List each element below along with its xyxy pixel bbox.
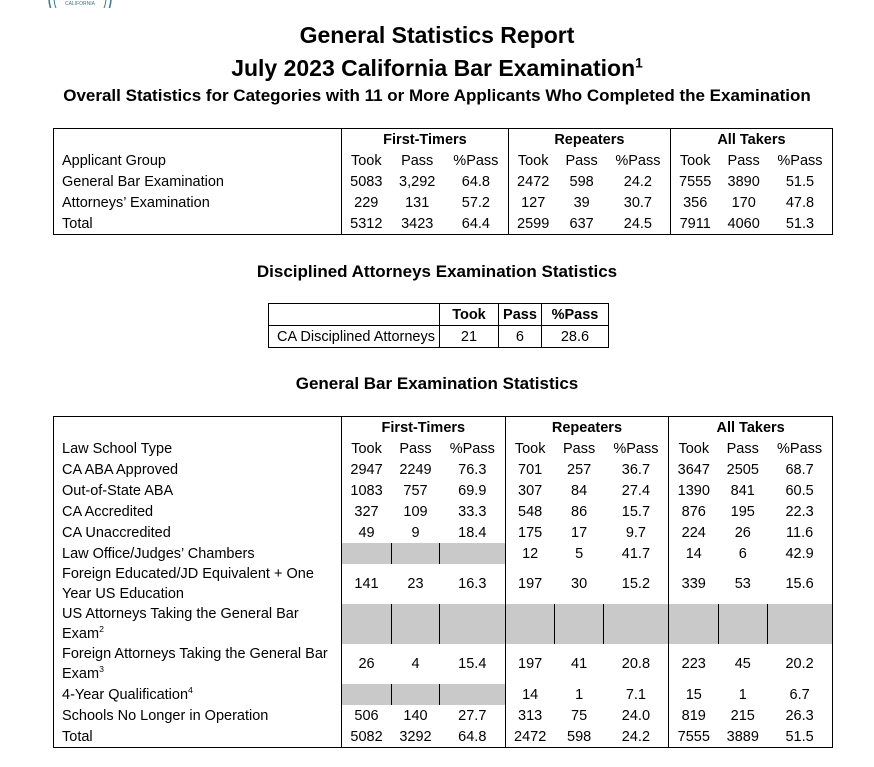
row-label: Schools No Longer in Operation — [62, 707, 269, 724]
table-cell: 12 — [505, 543, 555, 564]
table-cell: 22.3 — [785, 503, 814, 520]
table-cell: 1083 — [342, 480, 392, 501]
table-cell: 215 — [730, 707, 755, 724]
table-cell: 598 — [567, 728, 592, 745]
column-header: Pass — [399, 440, 432, 457]
table-row — [54, 192, 833, 213]
table-row — [54, 171, 833, 192]
group-repeaters: Repeaters — [505, 417, 669, 439]
column-header: Took — [670, 150, 719, 171]
table-cell: 39 — [573, 194, 590, 211]
row-label: 4-Year Qualification$^4$ — [62, 684, 193, 703]
table-cell: 229 — [342, 192, 391, 213]
table-cell — [342, 543, 392, 564]
table-cell: 11.6 — [786, 524, 814, 541]
column-header: %Pass — [777, 440, 823, 457]
report-subtitle: July 2023 California Bar Examination$^1$ — [231, 55, 643, 81]
table-cell — [391, 543, 440, 564]
table-cell: 548 — [505, 501, 555, 522]
table-cell — [440, 543, 505, 564]
table-cell: 26 — [734, 524, 751, 541]
table-cell: 224 — [669, 522, 719, 543]
table-cell: 5312 — [342, 213, 391, 235]
footnote-marker: 4 — [188, 684, 193, 695]
table-cell: 9 — [411, 524, 420, 541]
table-cell: 3647 — [669, 459, 719, 480]
table-cell: 51.5 — [785, 728, 814, 745]
table-cell: 15 — [669, 684, 719, 705]
table-cell: 5082 — [342, 726, 392, 748]
table-cell: 6 — [738, 545, 747, 562]
row-label: Attorneys’ Examination — [62, 194, 210, 211]
table-cell: 3,292 — [399, 173, 436, 190]
footnote-marker: 1 — [635, 55, 643, 71]
table-cell: 64.4 — [461, 215, 490, 232]
table-cell: 60.5 — [785, 482, 814, 499]
table-cell: 36.7 — [621, 461, 651, 478]
table-cell: 3292 — [399, 728, 432, 745]
table-cell: 15.4 — [458, 656, 487, 672]
row-label: Foreign Educated/JD Equivalent + One Year US Education — [62, 566, 314, 602]
table-cell: 23 — [407, 576, 424, 592]
table-cell: 51.5 — [785, 173, 815, 190]
column-header: Pass — [563, 440, 596, 457]
table-row — [54, 564, 833, 604]
table-cell: 57.2 — [461, 194, 490, 211]
column-header: %Pass — [615, 152, 661, 169]
table-cell: 64.8 — [461, 173, 490, 190]
group-header-row — [54, 417, 833, 439]
table-cell: 7555 — [669, 726, 719, 748]
table-cell: 257 — [567, 461, 592, 478]
column-header: Took — [505, 438, 555, 459]
table-cell: 5083 — [342, 171, 391, 192]
table-cell: 42.9 — [785, 545, 814, 562]
row-label: CA Accredited — [62, 503, 154, 520]
report-description: Overall Statistics for Categories with 11 or More Applicants Who Completed the Examination — [63, 86, 811, 105]
table-row — [54, 644, 833, 684]
column-header: %Pass — [453, 152, 499, 169]
row-header: Applicant Group — [62, 152, 166, 169]
row-label: Law Office/Judges’ Chambers — [62, 545, 255, 562]
table-cell: 24.0 — [621, 707, 651, 724]
table-cell: 175 — [505, 522, 555, 543]
column-header-row — [54, 438, 833, 459]
column-header: Took — [669, 438, 719, 459]
table-cell: 26.3 — [785, 707, 814, 724]
table-cell: 68.7 — [785, 461, 814, 478]
state-bar-seal — [44, 0, 116, 8]
table-cell: 757 — [403, 482, 428, 499]
table-cell: 307 — [505, 480, 555, 501]
table-cell: 2472 — [508, 171, 557, 192]
column-header: Pass — [727, 152, 760, 169]
table-cell — [342, 604, 392, 644]
table-cell: 109 — [403, 503, 428, 520]
table-cell: 6.7 — [789, 686, 810, 703]
table-cell: 3890 — [727, 173, 760, 190]
group-first-timers: First-Timers — [342, 129, 509, 151]
table-cell: 701 — [505, 459, 555, 480]
table-cell: 15.6 — [785, 576, 814, 592]
table-cell: 24.5 — [623, 215, 652, 232]
table-cell: 47.8 — [785, 194, 815, 211]
table-cell: 15.2 — [621, 576, 651, 592]
column-header: Pass — [565, 152, 598, 169]
table-cell: 170 — [731, 194, 756, 211]
table-row — [54, 705, 833, 726]
table-cell: 3889 — [726, 728, 759, 745]
row-label: Total — [62, 728, 93, 745]
footnote-marker: 2 — [99, 624, 104, 635]
table-cell: 2599 — [508, 213, 557, 235]
column-header: Took — [508, 150, 557, 171]
table-row — [54, 480, 833, 501]
table-cell: 17 — [571, 524, 588, 541]
table-cell: 84 — [571, 482, 588, 499]
table-cell — [440, 604, 505, 644]
column-header: %Pass — [449, 440, 495, 457]
table-cell: 4060 — [727, 215, 760, 232]
table-row — [54, 459, 833, 480]
table-cell: 195 — [730, 503, 755, 520]
row-label: Foreign Attorneys Taking the General Bar Exam$^3$ — [62, 646, 328, 682]
table-cell: 18.4 — [458, 524, 487, 541]
table-row — [54, 726, 833, 748]
table-cell: 313 — [505, 705, 555, 726]
table-cell: 41.7 — [621, 545, 651, 562]
column-header: %Pass — [613, 440, 659, 457]
table-cell: 30.7 — [623, 194, 652, 211]
table-cell: 53 — [734, 576, 751, 592]
table-cell: 14 — [505, 684, 555, 705]
table-cell: 141 — [342, 564, 392, 604]
column-header: Pass — [726, 440, 759, 457]
row-label: CA ABA Approved — [62, 461, 179, 478]
table-cell: 51.3 — [785, 215, 815, 232]
table-cell: 7.1 — [625, 686, 646, 703]
table-cell: 30 — [571, 576, 588, 592]
seal-text: CALIFORNIA — [64, 1, 96, 7]
group-repeaters: Repeaters — [508, 129, 670, 151]
column-header: Took — [342, 438, 392, 459]
table-cell — [669, 604, 719, 644]
table-row — [54, 684, 833, 705]
table-cell: 16.3 — [458, 576, 487, 592]
column-header-row — [54, 150, 833, 171]
row-label: Total — [62, 215, 93, 232]
schools-title: General Bar Examination Statistics — [295, 374, 579, 393]
table-cell — [391, 604, 440, 644]
table-cell: 327 — [342, 501, 392, 522]
table-cell — [767, 604, 832, 644]
table-row — [54, 501, 833, 522]
table-cell: 76.3 — [458, 461, 487, 478]
table-cell — [391, 684, 440, 705]
row-header: Law School Type — [62, 440, 173, 457]
group-all-takers: All Takers — [670, 129, 832, 151]
row-label: General Bar Examination — [62, 173, 224, 190]
table-cell: 27.4 — [621, 482, 651, 499]
table-cell: 7555 — [670, 171, 719, 192]
table-cell — [342, 684, 392, 705]
table-cell: 1 — [738, 686, 747, 703]
table-cell: 2249 — [399, 461, 432, 478]
table-cell: 33.3 — [458, 503, 487, 520]
table-cell: 5 — [575, 545, 584, 562]
table-cell: 20.8 — [621, 656, 651, 672]
table-cell — [718, 604, 767, 644]
group-first-timers: First-Timers — [342, 417, 506, 439]
column-header: Pass — [401, 152, 434, 169]
table-cell: 127 — [508, 192, 557, 213]
table-cell: 14 — [669, 543, 719, 564]
table-cell: 197 — [505, 644, 555, 684]
table-cell: 819 — [669, 705, 719, 726]
table-cell: 27.7 — [458, 707, 487, 724]
report-title: General Statistics Report — [299, 22, 575, 48]
table-cell: 356 — [670, 192, 719, 213]
table-cell: 26 — [342, 644, 392, 684]
table-cell — [555, 604, 604, 644]
table-cell: 598 — [569, 173, 594, 190]
disciplined-statistics-table — [268, 303, 609, 348]
table-cell: 2472 — [505, 726, 555, 748]
table-cell: 841 — [730, 482, 755, 499]
table-cell: 69.9 — [458, 482, 487, 499]
column-header-row: Took Pass %Pass — [269, 304, 609, 326]
table-cell: 4 — [411, 656, 420, 672]
group-all-takers: All Takers — [669, 417, 833, 439]
table-cell — [604, 604, 669, 644]
table-cell: 131 — [405, 194, 430, 211]
table-cell: 24.2 — [623, 173, 652, 190]
table-cell: 49 — [342, 522, 392, 543]
column-header: Took — [342, 150, 391, 171]
table-cell: 3423 — [401, 215, 434, 232]
table-cell: 197 — [505, 564, 555, 604]
table-cell: 1390 — [669, 480, 719, 501]
row-label: Out-of-State ABA — [62, 482, 174, 499]
table-cell: 2505 — [726, 461, 759, 478]
table-row — [54, 604, 833, 644]
table-cell: 223 — [669, 644, 719, 684]
table-cell: 140 — [403, 707, 428, 724]
table-cell: 64.8 — [458, 728, 487, 745]
table-cell: 876 — [669, 501, 719, 522]
table-cell — [505, 604, 555, 644]
table-cell: 15.7 — [621, 503, 651, 520]
row-label: CA Unaccredited — [62, 524, 171, 541]
column-header: %Pass — [777, 152, 823, 169]
overall-statistics-table — [53, 128, 833, 235]
table-cell: 339 — [669, 564, 719, 604]
table-cell: 86 — [571, 503, 588, 520]
table-row — [54, 213, 833, 235]
table-cell: 20.2 — [785, 656, 814, 672]
disciplined-title: Disciplined Attorneys Examination Statistics — [256, 262, 618, 281]
table-row — [54, 522, 833, 543]
table-cell: 45 — [734, 656, 751, 672]
table-cell: 506 — [342, 705, 392, 726]
table-cell: 1 — [575, 686, 584, 703]
table-row: CA Disciplined Attorneys 21 6 28.6 — [269, 326, 609, 348]
table-row — [54, 543, 833, 564]
law-school-statistics-table — [53, 416, 833, 748]
table-cell: 637 — [569, 215, 594, 232]
table-cell: 7911 — [670, 213, 719, 235]
table-cell: 41 — [571, 656, 588, 672]
group-header-row — [54, 129, 833, 151]
table-cell: 9.7 — [625, 524, 646, 541]
table-cell — [440, 684, 505, 705]
footnote-marker: 3 — [99, 664, 104, 675]
row-label: US Attorneys Taking the General Bar Exam$^2$ — [62, 606, 299, 642]
row-label: CA Disciplined Attorneys — [277, 328, 435, 345]
table-cell: 75 — [571, 707, 588, 724]
table-cell: 2947 — [342, 459, 392, 480]
table-cell: 24.2 — [621, 728, 651, 745]
